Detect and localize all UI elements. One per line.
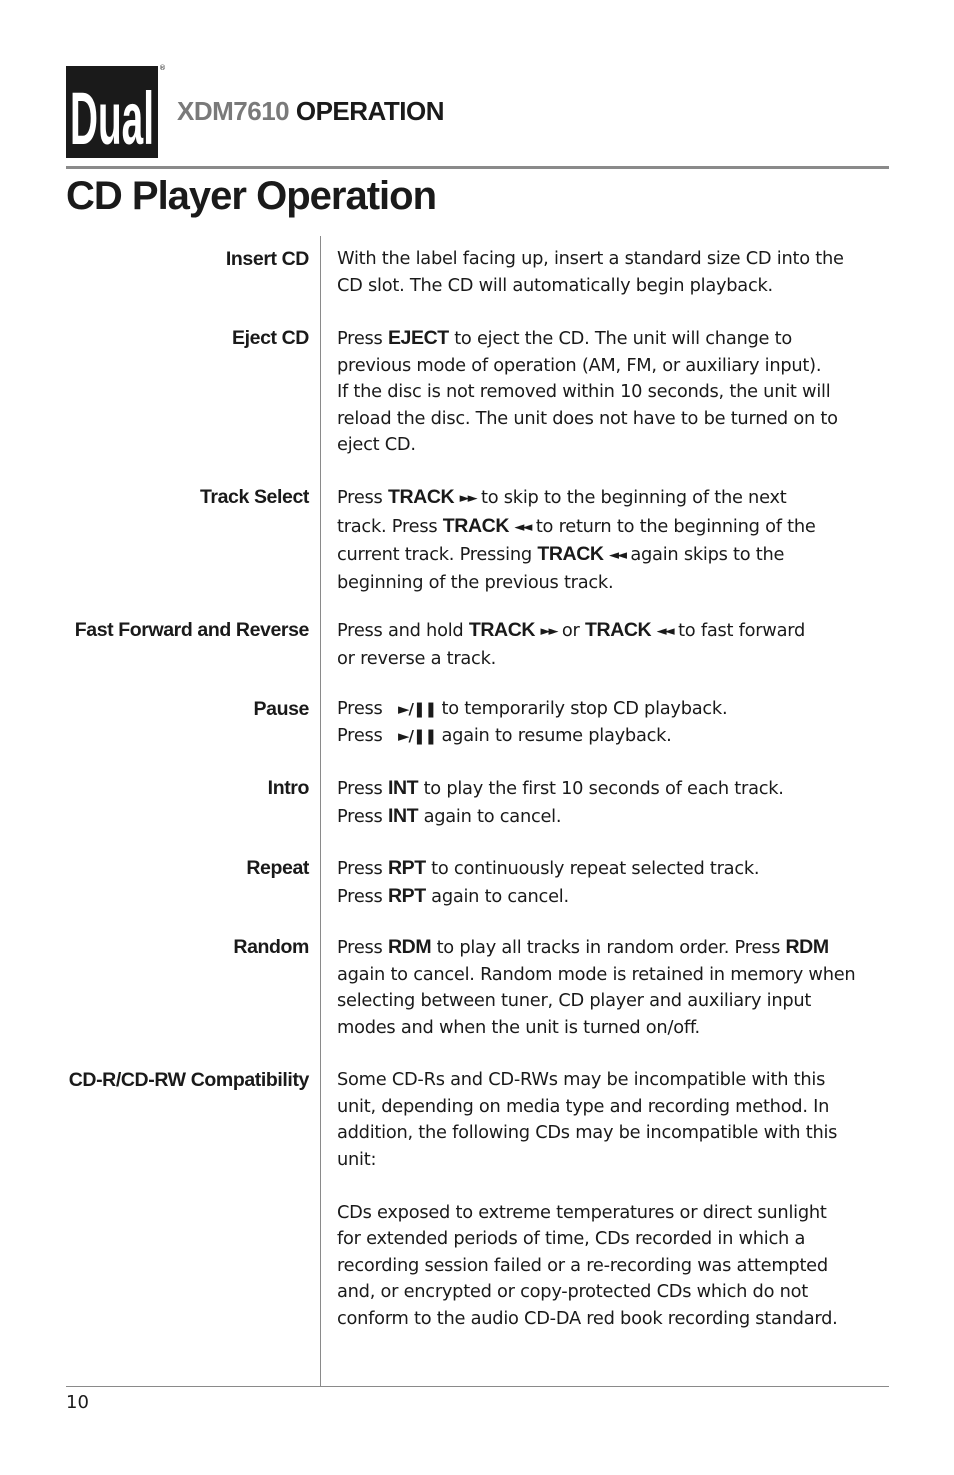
key-track: TRACK <box>442 514 510 537</box>
next-track-icon: ►► <box>459 491 476 506</box>
text-line: track. Press TRACK ◄◄ to return to the beginning of the <box>337 513 887 542</box>
text-line: addition, the following CDs may be incompatible with this <box>337 1122 838 1143</box>
text-line: Press INT to play the first 10 seconds of each track. <box>337 777 784 799</box>
text-line: Press INT again to cancel. <box>337 804 562 827</box>
text-line: reload the disc. The unit does not have to be turned on to <box>337 407 838 429</box>
label-repeat: Repeat <box>246 857 309 879</box>
text-line: Press ►/❚❚ to temporarily stop CD playback. <box>337 696 887 723</box>
label-random: Random <box>233 936 309 958</box>
header-title <box>177 96 444 127</box>
previous-track-icon: ◄◄ <box>514 519 531 535</box>
body-track-select <box>337 484 887 596</box>
body-cd-compatibility <box>337 1067 887 1332</box>
dual-logo-mark <box>66 66 158 158</box>
paragraph-gap <box>337 1173 887 1200</box>
body-intro <box>337 775 887 830</box>
body-insert-cd <box>337 246 887 299</box>
text-line: for extended periods of time, CDs recorded in which a <box>337 1228 806 1249</box>
text-line: previous mode of operation (AM, FM, or auxiliary input). <box>337 354 822 376</box>
body-repeat <box>337 855 887 910</box>
body-pause <box>337 696 887 749</box>
logo-text: Dual <box>70 77 154 158</box>
text-line: CD slot. The CD will automatically begin playback. <box>337 274 773 296</box>
text-line: modes and when the unit is turned on/off. <box>337 1016 700 1038</box>
text-line: Press TRACK ►► to skip to the beginning of the next <box>337 484 887 513</box>
key-rdm: RDM <box>785 936 829 958</box>
text-line: or reverse a track. <box>337 647 497 669</box>
label-fast-forward-reverse: Fast Forward and Reverse <box>74 619 309 641</box>
key-int: INT <box>387 777 419 799</box>
key-track: TRACK <box>585 619 652 641</box>
text-line: eject CD. <box>337 434 416 455</box>
footer-divider <box>66 1386 889 1387</box>
text-line: current track. Pressing TRACK ◄◄ again skips to the <box>337 541 887 570</box>
label-track-select: Track Select <box>199 486 309 508</box>
previous-track-icon: ◄◄ <box>608 548 625 563</box>
label-cd-compatibility: CD-R/CD-RW Compatibility <box>68 1069 309 1091</box>
operation-label: OPERATION <box>295 96 444 126</box>
text-line: recording session failed or a re-recording was attempted <box>337 1254 828 1276</box>
text-line: unit, depending on media type and recording method. In <box>337 1095 830 1117</box>
next-track-icon: ►► <box>540 624 557 639</box>
model-number: XDM7610 <box>177 96 290 126</box>
key-int: INT <box>387 804 419 827</box>
play-pause-icon: ►/❚❚ <box>397 700 437 718</box>
text-line: unit: <box>337 1148 377 1170</box>
key-track: TRACK <box>387 486 455 508</box>
label-pause: Pause <box>253 698 309 720</box>
text-line: conform to the audio CD-DA red book recording standard. <box>337 1307 838 1329</box>
label-insert-cd: Insert CD <box>225 248 309 270</box>
text-line: Press RPT again to cancel. <box>337 884 569 907</box>
body-eject-cd <box>337 325 887 459</box>
play-pause-icon: ►/❚❚ <box>397 726 437 745</box>
text-line: and, or encrypted or copy-protected CDs which do not <box>337 1281 809 1302</box>
text-line: Press EJECT to eject the CD. The unit will change to <box>337 327 792 349</box>
key-rdm: RDM <box>387 936 432 958</box>
column-divider <box>320 236 321 1386</box>
page-number: 10 <box>66 1392 89 1413</box>
text-line: If the disc is not removed within 10 seconds, the unit will <box>337 381 831 402</box>
text-line: Press RDM to play all tracks in random order. Press RDM <box>337 936 829 958</box>
page-title: CD Player Operation <box>66 174 437 218</box>
registered-mark: ® <box>159 64 166 72</box>
text-line: Press ►/❚❚ again to resume playback. <box>337 723 887 750</box>
key-rpt: RPT <box>387 857 426 879</box>
key-track: TRACK <box>468 619 536 641</box>
key-eject: EJECT <box>387 327 449 349</box>
body-fast-forward-reverse <box>337 617 887 672</box>
text-line: again to cancel. Random mode is retained in memory when <box>337 963 856 985</box>
key-rpt: RPT <box>387 884 426 907</box>
key-track: TRACK <box>537 543 604 565</box>
text-line: selecting between tuner, CD player and auxiliary input <box>337 990 812 1011</box>
label-intro: Intro <box>267 777 309 799</box>
text-line: CDs exposed to extreme temperatures or direct sunlight <box>337 1201 827 1223</box>
header-divider <box>66 166 889 169</box>
text-line: With the label facing up, insert a standard size CD into the <box>337 248 844 269</box>
text-line: beginning of the previous track. <box>337 571 614 593</box>
text-line: Press RPT to continuously repeat selected track. <box>337 857 760 879</box>
text-line: Press and hold TRACK ►► or TRACK ◄◄ to fast forward <box>337 617 887 646</box>
previous-track-icon: ◄◄ <box>656 624 673 639</box>
text-line: Some CD-Rs and CD-RWs may be incompatible with this <box>337 1069 826 1090</box>
body-random <box>337 934 887 1041</box>
dual-logo <box>66 66 158 158</box>
label-eject-cd: Eject CD <box>232 327 309 349</box>
